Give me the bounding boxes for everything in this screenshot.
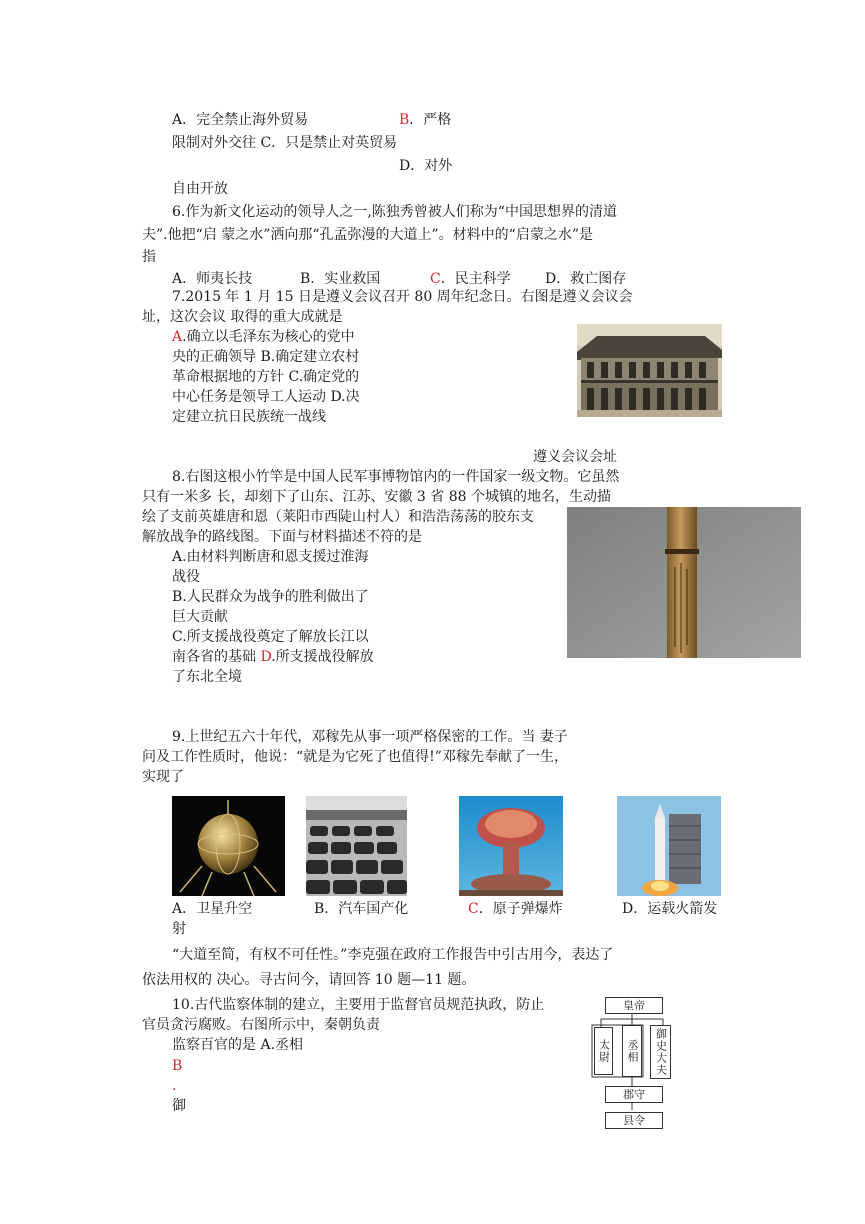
q8-stem-line-1: 8.右图这根小竹竿是中国人民军事博物馆内的一件国家一级文物。它虽然 — [172, 469, 620, 485]
q6-option-a: A．师夷长技 — [172, 271, 253, 287]
rocket-illustration — [617, 796, 721, 896]
q7-option-line-4: 中心任务是领导工人运动 D.决 — [172, 389, 360, 405]
rocket-launch-photo — [617, 796, 721, 896]
diagram-taiwei-label: 太尉 — [597, 1039, 611, 1063]
zunyi-photo-caption: 遵义会议会址 — [533, 449, 617, 465]
q8-option-line-5: C.所支援战役奠定了解放长江以 — [172, 629, 369, 645]
q10-stem-line-1: 10.古代监察体制的建立，主要用于监督官员规范执政，防止 — [172, 997, 545, 1013]
zunyi-building-illustration — [577, 324, 722, 417]
q9-option-c — [468, 900, 563, 918]
diagram-chengxiang-label: 丞相 — [626, 1039, 639, 1063]
diagram-junshou-box: 郡守 — [605, 1086, 663, 1103]
q9-option-b: B．汽车国产化 — [314, 901, 409, 917]
q9-option-a-cont: 射 — [172, 921, 186, 937]
q7-stem-line-2: 址，这次会议 取得的重大成就是 — [142, 309, 343, 325]
q7-option-a-text: .确立以毛泽东为核心的党中 — [182, 329, 355, 345]
diagram-chengxiang-box — [622, 1025, 642, 1077]
q9-stem-line-1: 9.上世纪五六十年代，邓稼先从事一项严格保密的工作。当 妻子 — [172, 729, 568, 745]
intro-line-1: “大道至简，有权不可任性。”李克强在政府工作报告中引古用今，表达了 — [172, 947, 614, 963]
bamboo-pole-illustration — [567, 507, 801, 658]
diagram-emperor-box: 皇帝 — [605, 997, 663, 1014]
q8-option-line-4: 巨大贡献 — [172, 609, 228, 625]
diagram-xianling-box: 县令 — [605, 1112, 663, 1129]
q8-stem-line-2: 只有一米多 长，却刻下了山东、江苏、安徽 3 省 88 个城镇的地名，生动描 — [142, 489, 611, 505]
diagram-yushi-label: 御史大夫 — [654, 1028, 668, 1076]
satellite-illustration — [172, 796, 285, 896]
bamboo-pole-photo — [567, 507, 801, 658]
q5-line-4: 自由开放 — [172, 181, 228, 197]
atomic-bomb-photo — [459, 796, 563, 896]
q8-option-line-2: 战役 — [172, 569, 200, 585]
q10-option-b-letter: B — [172, 1058, 183, 1074]
intro-line-2: 依法用权的 决心。寻古问今，请回答 10 题—11 题。 — [142, 972, 476, 988]
satellite-photo — [172, 796, 285, 896]
mushroom-cloud-illustration — [459, 796, 563, 896]
q7-option-line-5: 定建立抗日民族统一战线 — [172, 409, 326, 425]
q5-option-d: D．对外 — [399, 158, 453, 174]
q5-option-b-text: ．严格 — [409, 112, 452, 128]
q10-option-b-text: 御 — [172, 1098, 186, 1114]
q9-option-d: D．运载火箭发 — [622, 901, 718, 917]
q6-stem-line-1: 6.作为新文化运动的领导人之一,陈独秀曾被人们称为“中国思想界的清道 — [172, 204, 617, 220]
q9-stem-line-2: 问及工作性质时，他说：“就是为它死了也值得!”邓稼先奉献了一生， — [142, 749, 568, 765]
diagram-yushi-box — [650, 1025, 671, 1079]
q5-option-a: A．完全禁止海外贸易 — [172, 112, 309, 128]
q7-option-line-2: 央的正确领导 B.确定建立农村 — [172, 349, 360, 365]
q8-option-line-6-pre: 南各省的基础 — [172, 649, 261, 665]
q7-option-a-letter: A — [172, 329, 183, 345]
zunyi-site-photo — [577, 324, 722, 417]
q8-option-d-letter: D — [260, 649, 272, 665]
cars-photo — [306, 796, 407, 896]
q6-option-c-letter: C — [430, 271, 441, 287]
q9-option-c-letter: C — [468, 901, 479, 917]
q6-option-c — [430, 270, 511, 288]
q10-option-b-dot: . — [172, 1078, 177, 1094]
q9-option-a: A．卫星升空 — [172, 901, 253, 917]
q6-option-c-text: ．民主科学 — [440, 271, 511, 287]
q8-option-line-6 — [172, 648, 374, 666]
diagram-taiwei-box — [594, 1027, 613, 1075]
q6-option-d: D．救亡图存 — [545, 271, 627, 287]
q8-stem-line-4: 解放战争的路线图。下面与材料描述不符的是 — [142, 529, 422, 545]
q5-option-b-letter: B — [399, 112, 410, 128]
q8-option-line-1: A.由材料判断唐和恩支援过淮海 — [172, 549, 369, 565]
q8-option-line-3: B.人民群众为战争的胜利做出了 — [172, 589, 369, 605]
q5-line-2: 限制对外交往 C．只是禁止对英贸易 — [172, 135, 398, 151]
q8-option-line-6-post: .所支援战役解放 — [271, 649, 374, 665]
cars-illustration — [306, 796, 407, 896]
q9-stem-line-3: 实现了 — [142, 769, 184, 785]
q8-option-line-7: 了东北全境 — [172, 669, 242, 685]
q10-stem-line-3: 监察百官的是 A.丞相 — [172, 1037, 304, 1053]
q10-stem-line-2: 官员贪污腐败。右图所示中，秦朝负责 — [142, 1017, 380, 1033]
q8-stem-line-3: 绘了支前英雄唐和恩（莱阳市西陡山村人）和浩浩荡荡的胶东支 — [142, 509, 534, 525]
q6-stem-line-3: 指 — [142, 249, 156, 265]
q7-option-line-3: 革命根据地的方针 C.确定党的 — [172, 369, 360, 385]
q7-option-line-1 — [172, 328, 355, 346]
q6-stem-line-2: 夫”.他把“启 蒙之水”洒向那“孔孟弥漫的大道上”。材料中的“启蒙之水”是 — [142, 227, 593, 243]
q7-stem-line-1: 7.2015 年 1 月 15 日是遵义会议召开 80 周年纪念日。右图是遵义会议会 — [172, 289, 633, 305]
q9-option-c-text: ．原子弹爆炸 — [478, 901, 563, 917]
q5-option-b — [399, 111, 451, 129]
q6-option-b: B．实业救国 — [300, 271, 381, 287]
